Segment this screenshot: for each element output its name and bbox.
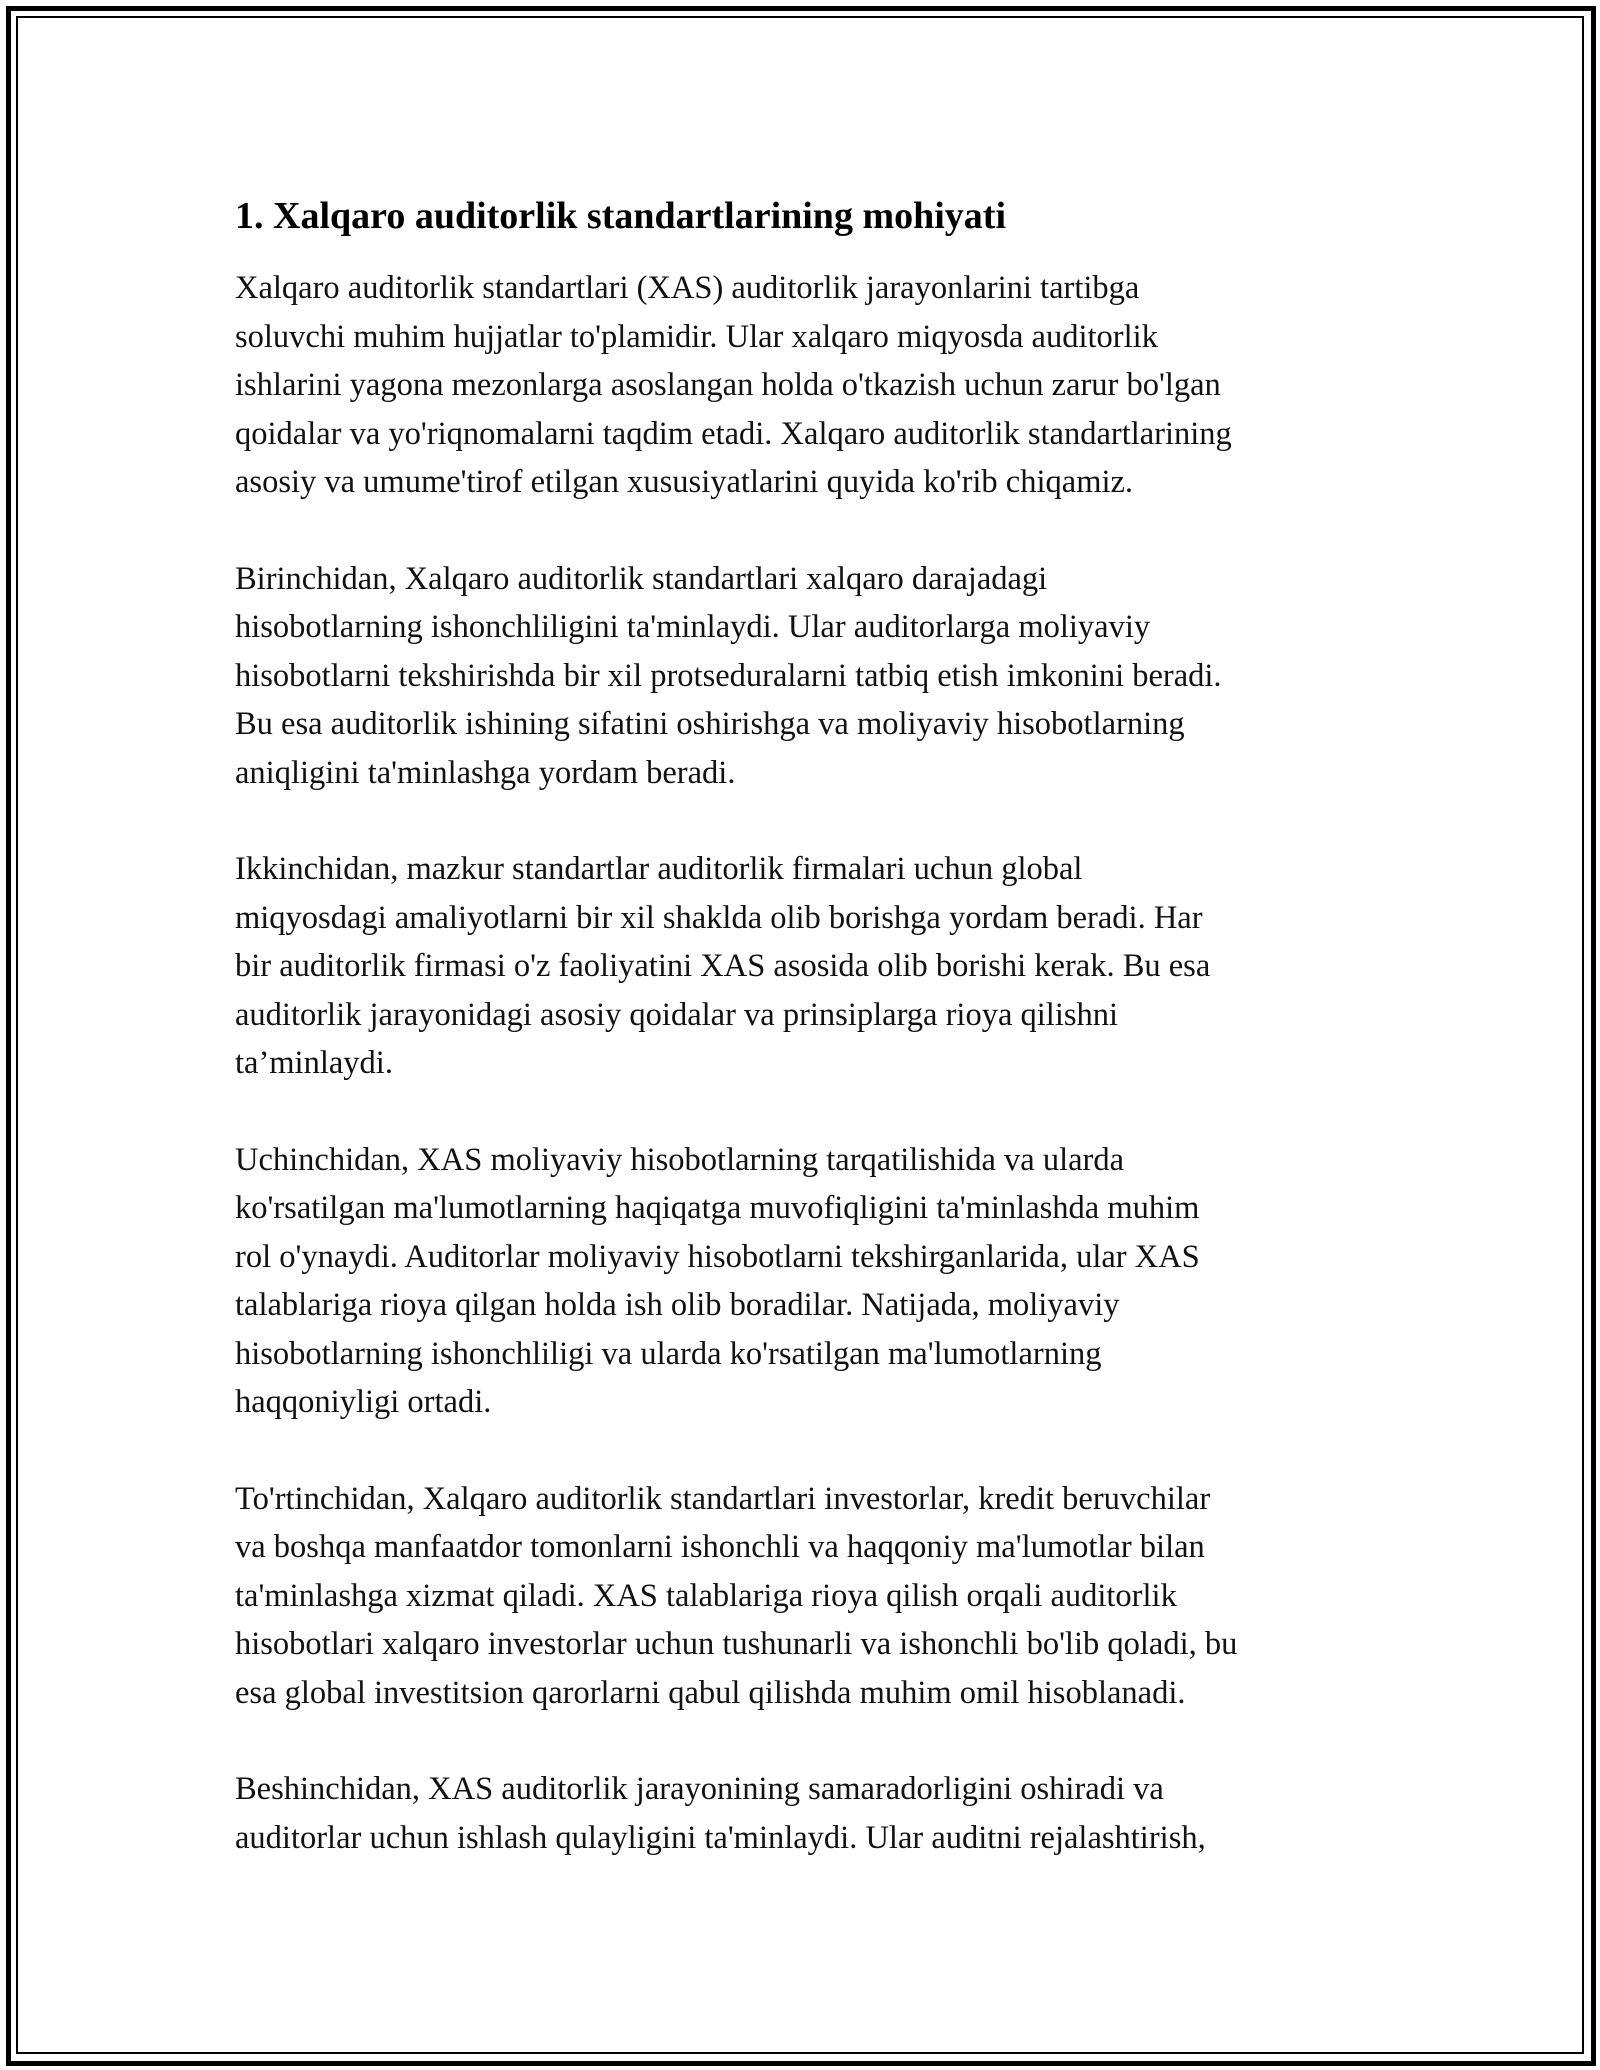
text-line: ko'rsatilgan ma'lumotlarning haqiqatga muvofiqligini ta'minlashda muhim (235, 1190, 1200, 1226)
text-line: va boshqa manfaatdor tomonlarni ishonchli va haqqoniy ma'lumotlar bilan (235, 1529, 1205, 1565)
text-line: haqqoniyligi ortadi. (235, 1384, 492, 1420)
text-line: miqyosdagi amaliyotlarni bir xil shaklda olib borishga yordam beradi. Har (235, 899, 1203, 936)
text-line: Ikkinchidan, mazkur standartlar auditorlik firmalari uchun global (235, 851, 1083, 887)
text-line: qoidalar va yo'riqnomalarni taqdim etadi. Xalqaro auditorlik standartlarining (235, 415, 1232, 452)
paragraph (235, 1136, 1375, 1427)
text-line: asosiy va umume'tirof etilgan xususiyatlarini quyida ko'rib chiqamiz. (235, 464, 1134, 500)
paragraph (235, 845, 1375, 1088)
text-line: Xalqaro auditorlik standartlari (XAS) auditorlik jarayonlarini tartibga (235, 270, 1140, 306)
paragraph (235, 555, 1375, 798)
document-body (235, 190, 1375, 1910)
text-line: soluvchi muhim hujjatlar to'plamidir. Ular xalqaro miqyosda auditorlik (235, 318, 1158, 355)
paragraph (235, 1475, 1375, 1718)
text-line: auditorlik jarayonidagi asosiy qoidalar va prinsiplarga rioya qilishni (235, 996, 1119, 1033)
text-line: aniqligini ta'minlashga yordam beradi. (235, 754, 736, 791)
paragraph-list (235, 264, 1375, 1862)
text-line: ishlarini yagona mezonlarga asoslangan holda o'tkazish uchun zarur bo'lgan (235, 367, 1221, 403)
section-heading: 1. Xalqaro auditorlik standartlarining mohiyati (235, 195, 1007, 237)
text-line: hisobotlarning ishonchliligini ta'minlaydi. Ular auditorlarga moliyaviy (235, 609, 1151, 645)
text-line: To'rtinchidan, Xalqaro auditorlik standartlari investorlar, kredit beruvchilar (235, 1480, 1211, 1517)
text-line: Uchinchidan, XAS moliyaviy hisobotlarning tarqatilishida va ularda (235, 1141, 1125, 1178)
text-line: Bu esa auditorlik ishining sifatini oshirishga va moliyaviy hisobotlarning (235, 706, 1185, 742)
paragraph (235, 1765, 1375, 1862)
text-line: talablariga rioya qilgan holda ish olib boradilar. Natijada, moliyaviy (235, 1287, 1120, 1323)
text-line: ta’minlaydi. (235, 1045, 393, 1081)
text-line: Beshinchidan, XAS auditorlik jarayonining samaradorligini oshiradi va (235, 1771, 1164, 1807)
text-line: rol o'ynaydi. Auditorlar moliyaviy hisobotlarni tekshirganlarida, ular XAS (235, 1238, 1200, 1275)
paragraph (235, 264, 1375, 507)
text-line: esa global investitsion qarorlarni qabul qilishda muhim omil hisoblanadi. (235, 1674, 1186, 1711)
text-line: hisobotlarni tekshirishda bir xil protseduralarni tatbiq etish imkonini beradi. (235, 657, 1222, 694)
text-line: hisobotlari xalqaro investorlar uchun tushunarli va ishonchli bo'lib qoladi, bu (235, 1626, 1238, 1662)
text-line: Birinchidan, Xalqaro auditorlik standartlari xalqaro darajadagi (235, 560, 1048, 597)
text-line: ta'minlashga xizmat qiladi. XAS talablariga rioya qilish orqali auditorlik (235, 1577, 1177, 1614)
text-line: auditorlar uchun ishlash qulayligini ta'minlaydi. Ular auditni rejalashtirish, (235, 1819, 1206, 1856)
text-line: hisobotlarning ishonchliligi va ularda ko'rsatilgan ma'lumotlarning (235, 1335, 1102, 1372)
text-line: bir auditorlik firmasi o'z faoliyatini XAS asosida olib borishi kerak. Bu esa (235, 948, 1211, 984)
